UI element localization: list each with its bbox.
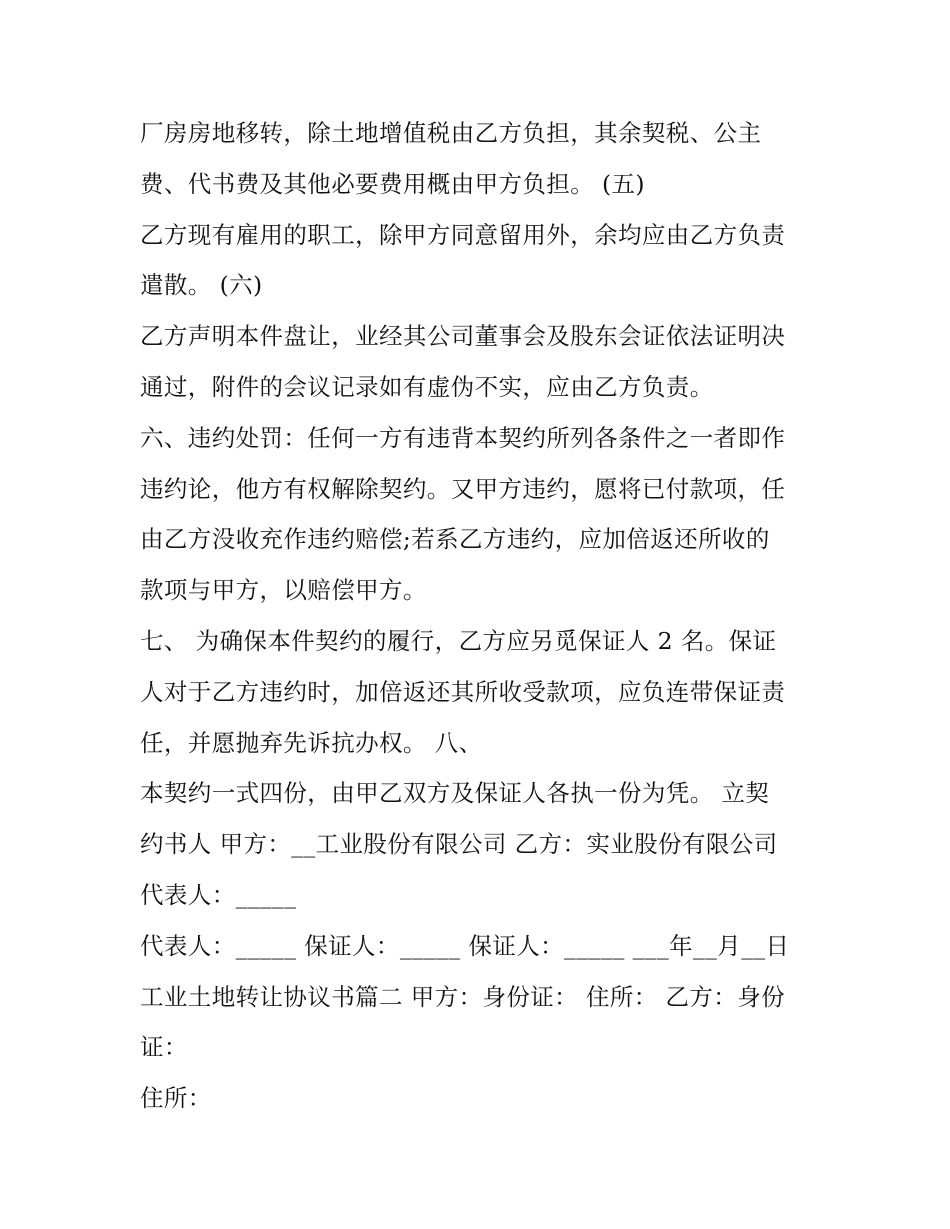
- text-line: 约书人 甲方：__工业股份有限公司 乙方：实业股份有限公司: [140, 830, 778, 859]
- text-line: 本契约一式四份，由甲乙双方及保证人各执一份为凭。 立契: [140, 779, 770, 808]
- text-line: 厂房房地移转，除土地增值税由乙方负担，其余契税、公主: [140, 119, 762, 147]
- text-line: 费、代书费及其他必要费用概由甲方负担。 (五): [140, 169, 646, 198]
- text-line: 乙方现有雇用的职工，除甲方同意留用外，余均应由乙方负责: [140, 220, 786, 249]
- text-line: 遣散。 (六): [140, 271, 263, 300]
- text-line: 人对于乙方违约时，加倍返还其所收受款项，应负连带保证责: [140, 677, 786, 706]
- text-line: 代表人：_____ 保证人：_____ 保证人：_____ ___年__月__日: [140, 931, 790, 960]
- text-line: 代表人：_____: [140, 880, 297, 909]
- text-line: 证：: [140, 1033, 188, 1062]
- text-line: 违约论，他方有权解除契约。又甲方违约，愿将已付款项，任: [140, 474, 786, 503]
- text-line: 乙方声明本件盘让，业经其公司董事会及股东会证依法证明决: [140, 322, 786, 351]
- document-body: [140, 108, 830, 1124]
- text-line: 由乙方没收充作违约赔偿;若系乙方违约，应加倍返还所收的: [140, 525, 770, 554]
- text-line: 通过，附件的会议记录如有虚伪不实，应由乙方负责。: [140, 372, 714, 401]
- text-line: 住所：: [140, 1084, 212, 1113]
- text-line: 七、 为确保本件契约的履行，乙方应另觅保证人 2 名。保证: [140, 626, 777, 655]
- text-line: 款项与甲方，以赔偿甲方。: [140, 576, 427, 605]
- text-line: 任，并愿抛弃先诉抗办权。 八、: [140, 728, 483, 757]
- text-line: 六、违约处罚：任何一方有违背本契约所列各条件之一者即作: [140, 423, 786, 452]
- text-line: 工业土地转让协议书篇二 甲方：身份证： 住所： 乙方：身份: [140, 982, 786, 1011]
